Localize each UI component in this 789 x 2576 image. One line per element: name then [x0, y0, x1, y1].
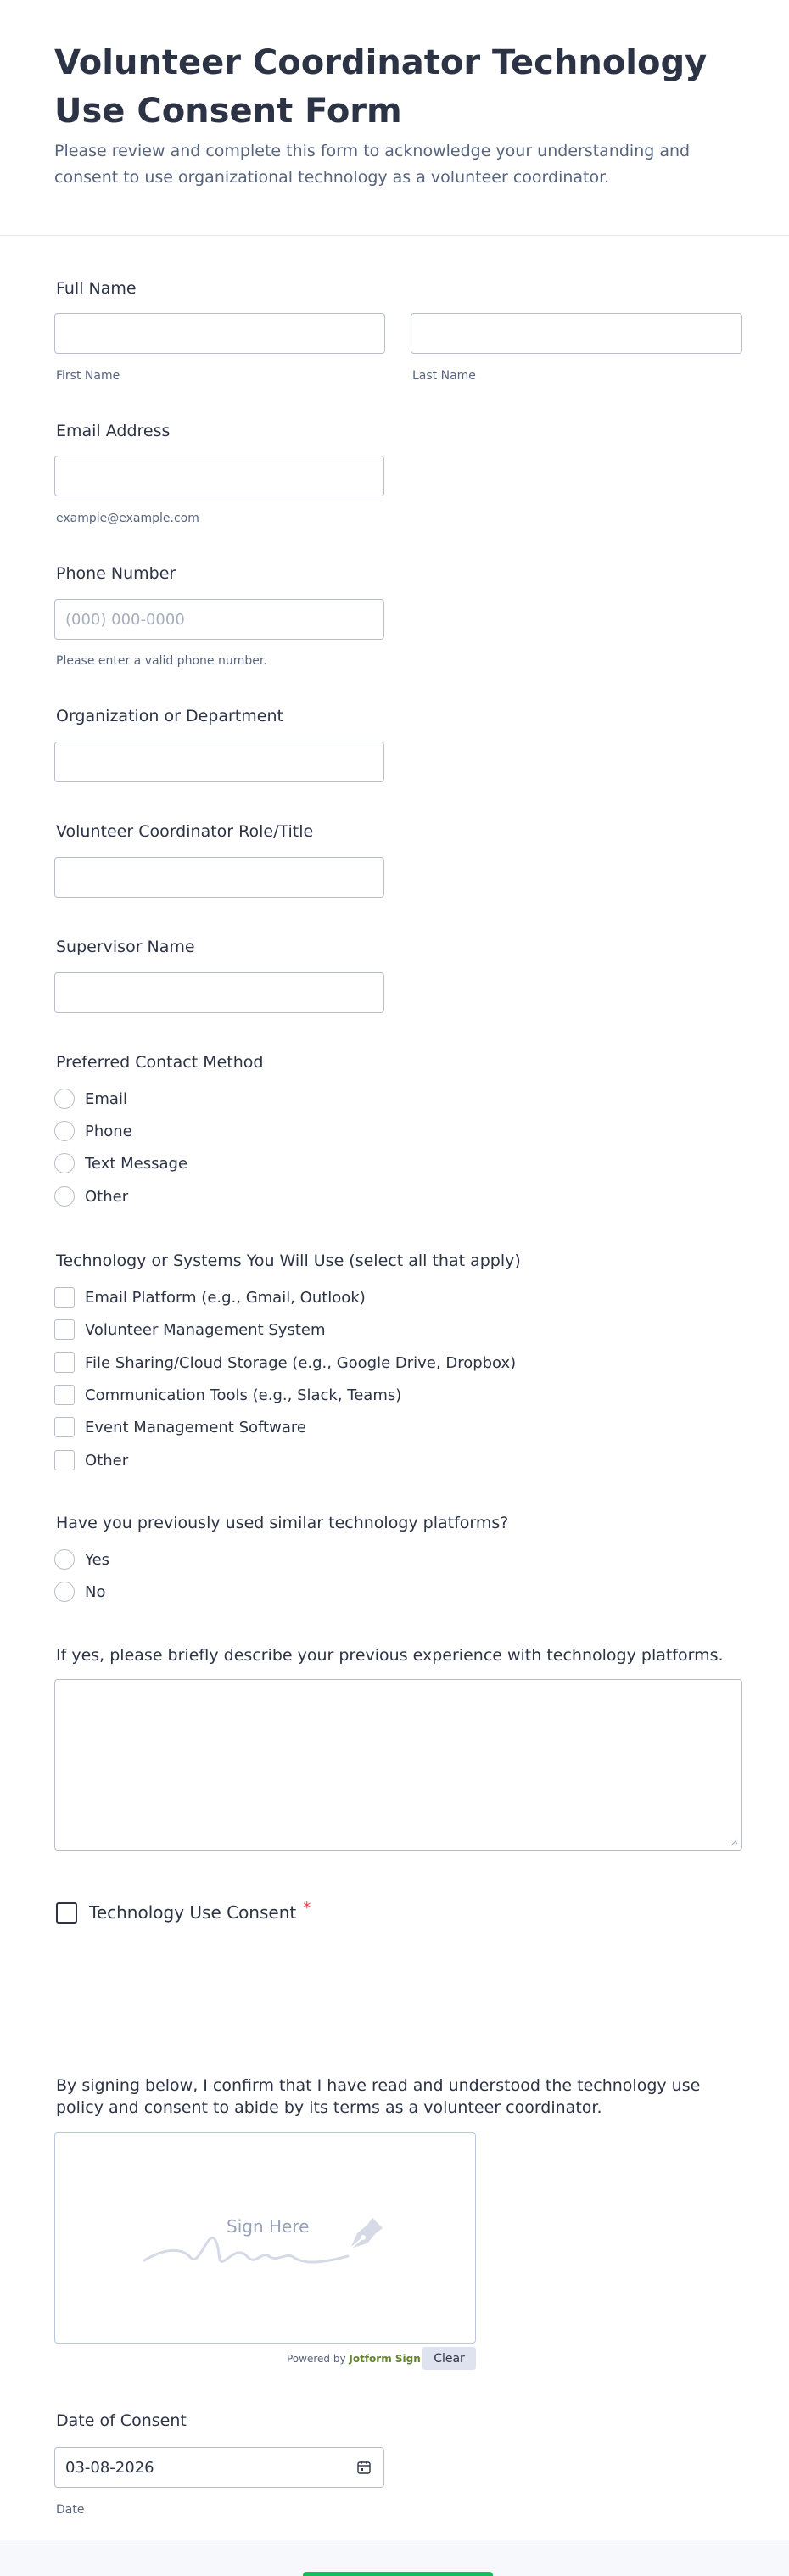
radio-circle[interactable]	[54, 1153, 75, 1173]
radio-circle[interactable]	[54, 1549, 75, 1570]
last-name-input[interactable]	[411, 313, 742, 354]
supervisor-input[interactable]	[54, 972, 384, 1013]
supervisor-label: Supervisor Name	[56, 938, 195, 956]
calendar-icon[interactable]	[356, 2460, 372, 2475]
checkbox[interactable]	[54, 1450, 75, 1470]
technology-consent-checkbox[interactable]	[56, 1898, 311, 1924]
contact-option-text-message[interactable]	[54, 1151, 187, 1175]
first-name-sublabel: First Name	[56, 369, 120, 383]
organization-label: Organization or Department	[56, 707, 283, 725]
resize-handle-icon[interactable]	[730, 1838, 738, 1846]
option-label: Communication Tools (e.g., Slack, Teams)	[85, 1386, 402, 1404]
option-label: Yes	[85, 1550, 110, 1569]
date-sublabel: Date	[56, 2503, 85, 2517]
submit-button[interactable]	[303, 2572, 493, 2576]
tech-option-other[interactable]	[54, 1448, 128, 1472]
option-label: No	[85, 1582, 106, 1601]
checkbox[interactable]	[54, 1319, 75, 1340]
radio-circle[interactable]	[54, 1089, 75, 1109]
radio-circle[interactable]	[54, 1121, 75, 1141]
consent-label: Technology Use Consent	[89, 1902, 297, 1923]
option-label: Phone	[85, 1122, 132, 1140]
phone-label: Phone Number	[56, 564, 176, 583]
jotform-sign-brand: Jotform Sign	[349, 2353, 421, 2365]
form-title: Volunteer Coordinator Technology Use Consent Form	[54, 43, 708, 131]
option-label: Email	[85, 1089, 127, 1108]
previous-use-option-no[interactable]	[54, 1580, 105, 1604]
phone-input[interactable]	[54, 599, 384, 640]
full-name-label: Full Name	[56, 279, 137, 298]
last-name-sublabel: Last Name	[412, 369, 476, 383]
tech-option-file-sharing[interactable]	[54, 1351, 516, 1375]
contact-option-phone[interactable]	[54, 1119, 132, 1143]
first-name-input[interactable]	[54, 313, 385, 354]
tech-option-email-platform[interactable]	[54, 1285, 366, 1309]
role-label: Volunteer Coordinator Role/Title	[56, 822, 314, 841]
option-label: Email Platform (e.g., Gmail, Outlook)	[85, 1288, 366, 1307]
email-label: Email Address	[56, 422, 171, 440]
option-label: Event Management Software	[85, 1418, 306, 1436]
contact-option-email[interactable]	[54, 1087, 127, 1111]
experience-textarea[interactable]	[54, 1679, 742, 1851]
date-value: 03-08-2026	[65, 2459, 154, 2477]
contact-option-other[interactable]	[54, 1184, 128, 1208]
option-label: Other	[85, 1451, 129, 1470]
technology-label: Technology or Systems You Will Use (select all that apply)	[56, 1252, 521, 1270]
radio-circle[interactable]	[54, 1582, 75, 1602]
tech-option-event-management[interactable]	[54, 1415, 306, 1439]
clear-signature-button[interactable]: Clear	[422, 2347, 476, 2370]
checkbox[interactable]	[54, 1385, 75, 1405]
phone-sublabel: Please enter a valid phone number.	[56, 654, 267, 668]
option-label: Text Message	[85, 1154, 188, 1173]
experience-label: If yes, please briefly describe your previous experience with technology platforms.	[56, 1646, 724, 1665]
signature-statement: By signing below, I confirm that I have read and understood the technology use policy and consent to abide by its terms as a volunteer coordinator.	[56, 2076, 701, 2117]
checkbox[interactable]	[56, 1902, 77, 1924]
radio-circle[interactable]	[54, 1186, 75, 1207]
option-label: Volunteer Management System	[85, 1320, 326, 1339]
previous-use-option-yes[interactable]	[54, 1548, 109, 1571]
option-label: Other	[85, 1187, 129, 1206]
powered-prefix: Powered by	[287, 2353, 346, 2365]
date-input[interactable]	[54, 2447, 384, 2488]
form-header	[0, 0, 789, 236]
checkbox[interactable]	[54, 1417, 75, 1437]
email-sublabel: example@example.com	[56, 512, 199, 525]
option-label: File Sharing/Cloud Storage (e.g., Google Drive, Dropbox)	[85, 1353, 517, 1372]
form-footer	[0, 2540, 789, 2576]
tech-option-volunteer-management[interactable]	[54, 1318, 326, 1341]
pen-nib-icon	[345, 2215, 384, 2252]
email-input[interactable]	[54, 456, 384, 496]
required-asterisk: *	[303, 1898, 311, 1917]
organization-input[interactable]	[54, 742, 384, 782]
previous-use-label: Have you previously used similar technology platforms?	[56, 1514, 509, 1532]
date-label: Date of Consent	[56, 2411, 187, 2430]
tech-option-communication-tools[interactable]	[54, 1383, 401, 1407]
checkbox[interactable]	[54, 1352, 75, 1373]
form-description: Please review and complete this form to acknowledge your understanding and consent to use organizational technology as a volunteer coordinator.	[54, 142, 691, 187]
role-input[interactable]	[54, 857, 384, 898]
sign-here-placeholder: Sign Here	[227, 2216, 310, 2237]
signature-pad[interactable]	[54, 2132, 476, 2344]
contact-method-label: Preferred Contact Method	[56, 1053, 264, 1072]
checkbox[interactable]	[54, 1287, 75, 1308]
powered-by-text	[287, 2353, 421, 2365]
